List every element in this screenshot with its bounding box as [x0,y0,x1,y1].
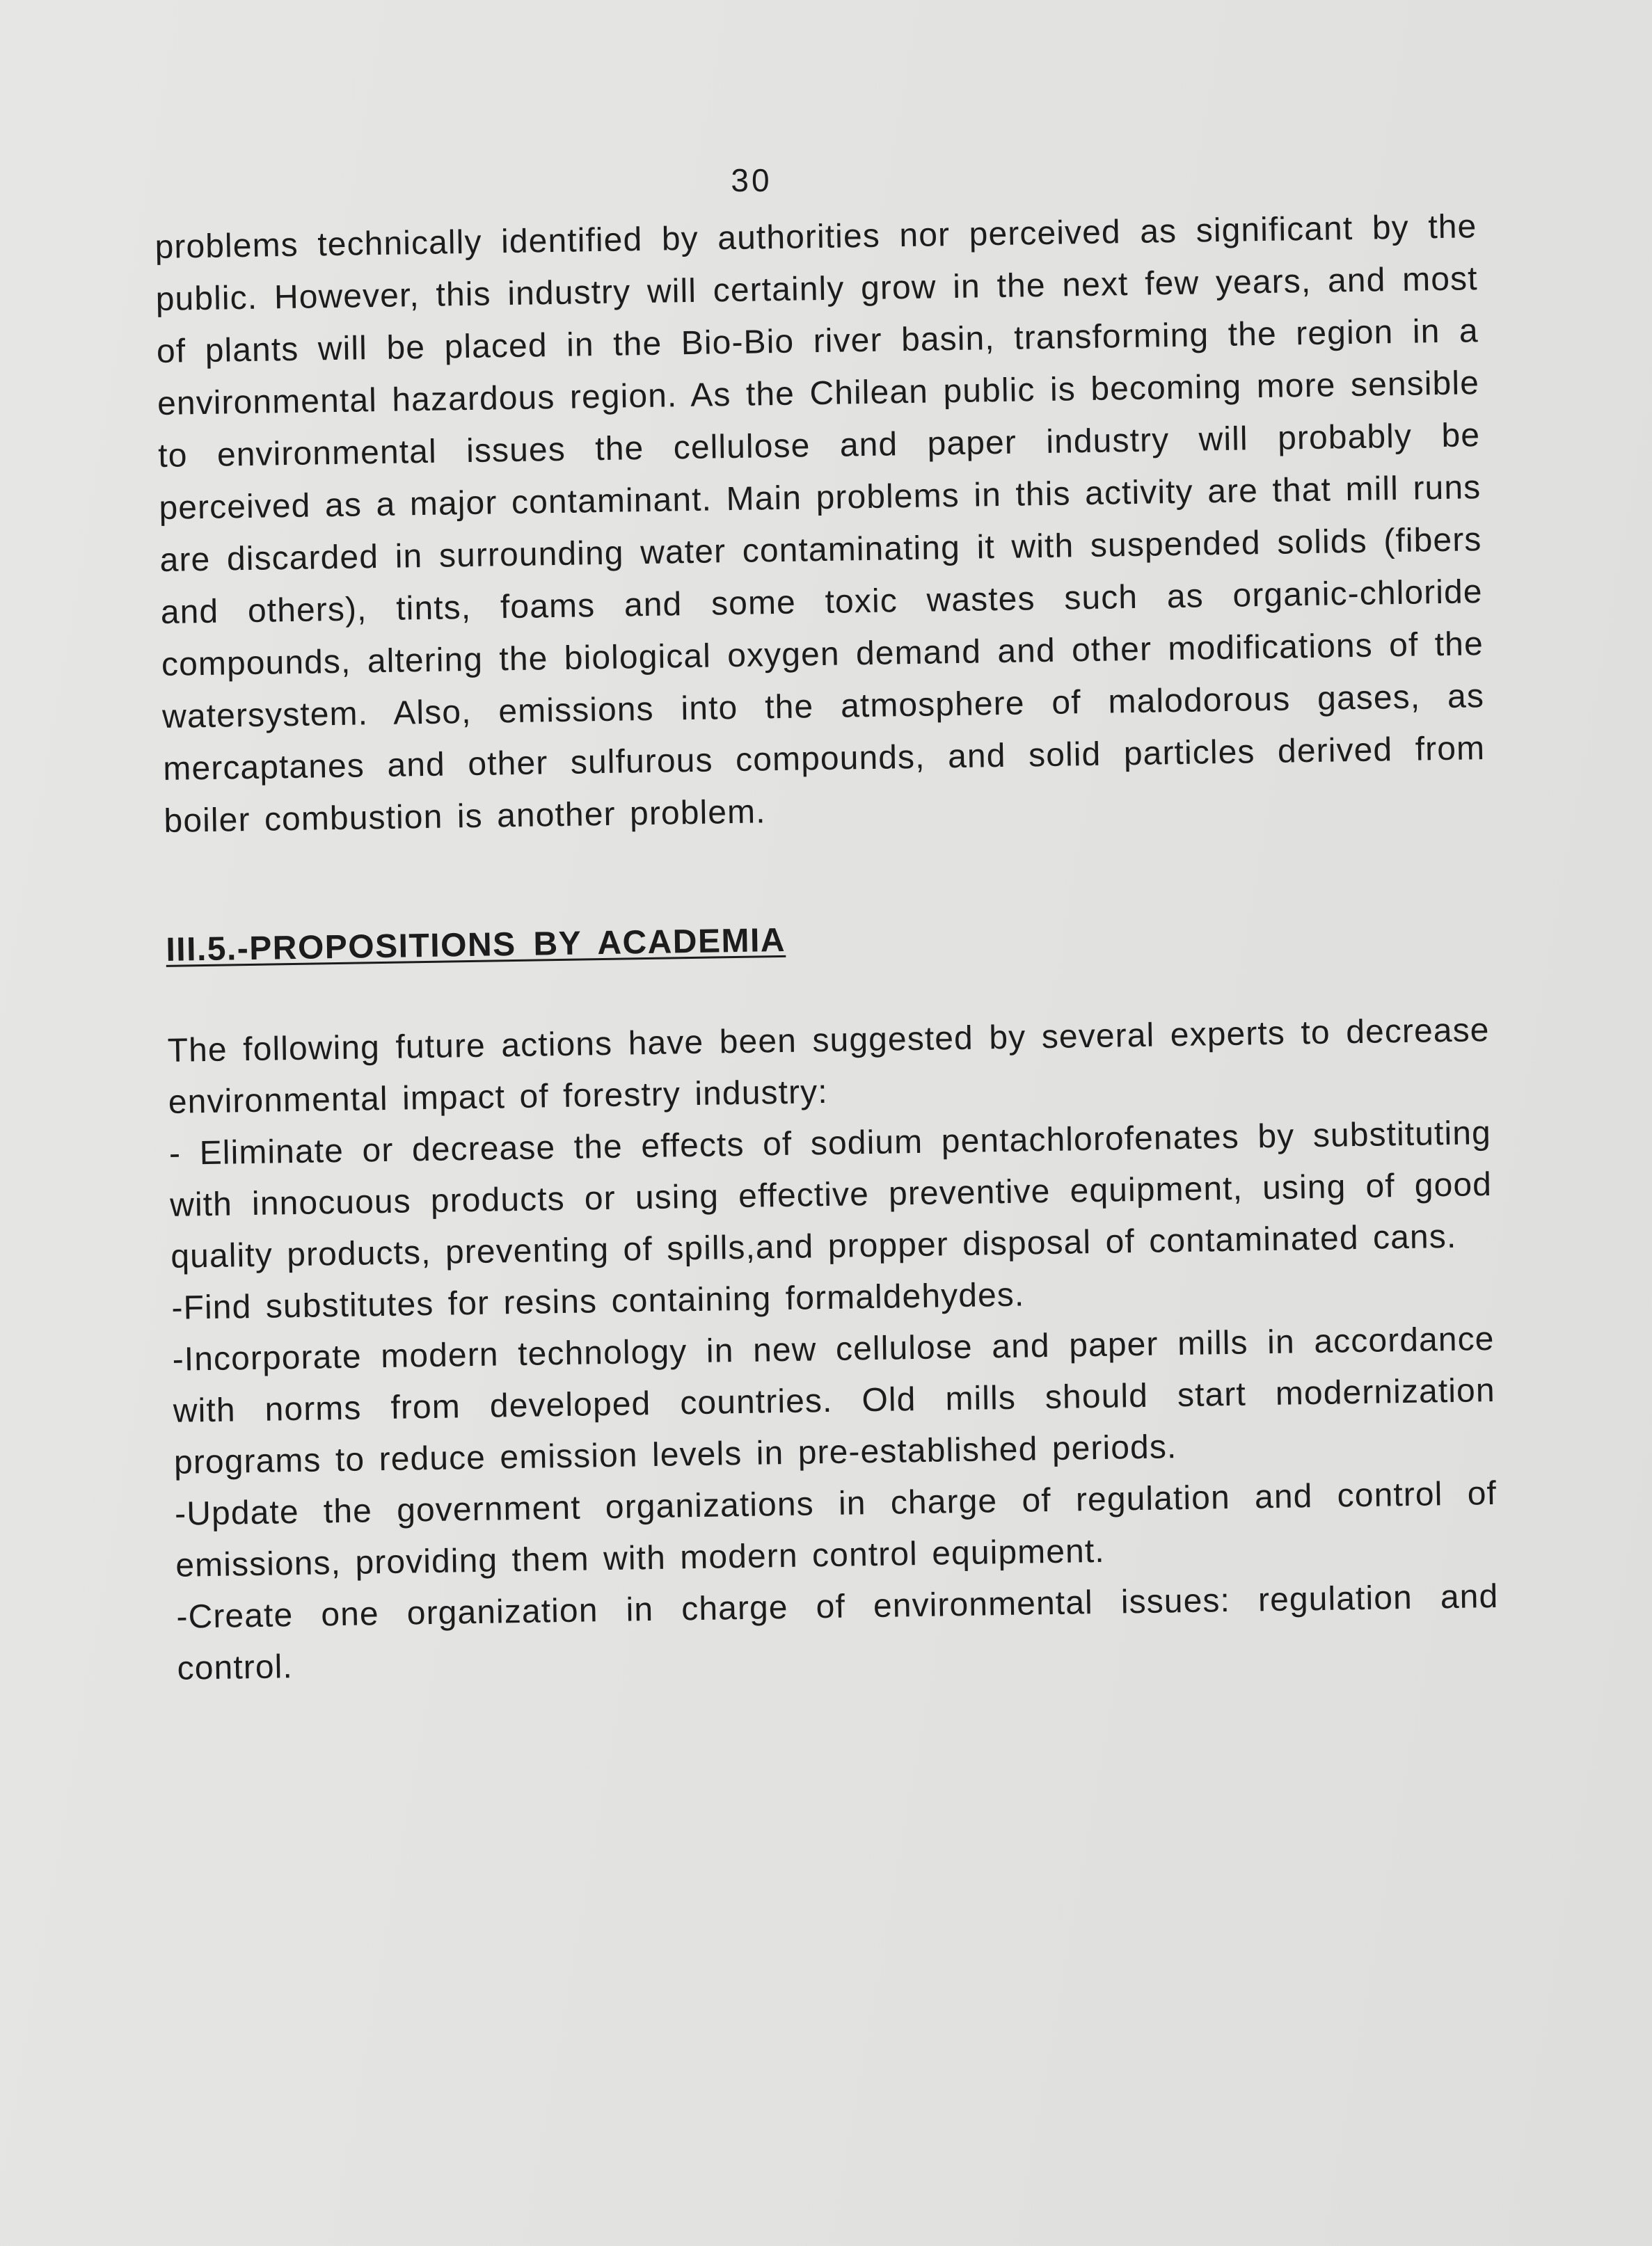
intro-paragraph: The following future actions have been suggested by several experts to decrease environmental impact of forestry industry: [167,1012,1490,1121]
propositions-list [168,1108,1500,1695]
list-item: -Incorporate modern technology in new cellulose and paper mills in accordance with norms from developed countries. Old mills should start modernization programs to reduce emission levels in pre-established periods. [172,1320,1496,1481]
page-body [154,200,1500,1695]
list-item: - Eliminate or decrease the effects of sodium pentachlorofenates by substituting with innocuous products or using effective preventive equipment, using of good quality products, preventing of spills,and propper disposal of contaminated cans. [168,1114,1493,1275]
list-item: -Find substitutes for resins containing formaldehydes. [171,1276,1025,1327]
list-item: -Update the government organizations in charge of regulation and control of emissions, providing them with modern control equipment. [174,1474,1498,1584]
list-item: -Create one organization in charge of environmental issues: regulation and control. [176,1577,1499,1687]
body-paragraph: problems technically identified by authorities nor perceived as significant by the public. However, this industry will certainly grow in the next few years, and most of plants will be placed in the Bio-Bio river basin, transforming the region in a environmental hazardous region. As the Chilean public is becoming more sensible to environmental issues the cellulose and paper industry will probably be perceived as a major contaminant. Main problems in this activity are that mill runs are discarded in surrounding water contaminating it with suspended solids (fibers and others), tints, foams and some toxic wastes such as organic-chloride compounds, altering the biological oxygen demand and other modifications of the watersystem. Also, emissions into the atmosphere of malodorous gases, as mercaptanes and other sulfurous compounds, and solid particles derived from boiler combustion is another problem. [154,208,1486,840]
page-number: 30 [731,162,772,198]
section-heading-text: III.5.-PROPOSITIONS BY ACADEMIA [166,921,786,969]
section-heading [166,909,1488,971]
